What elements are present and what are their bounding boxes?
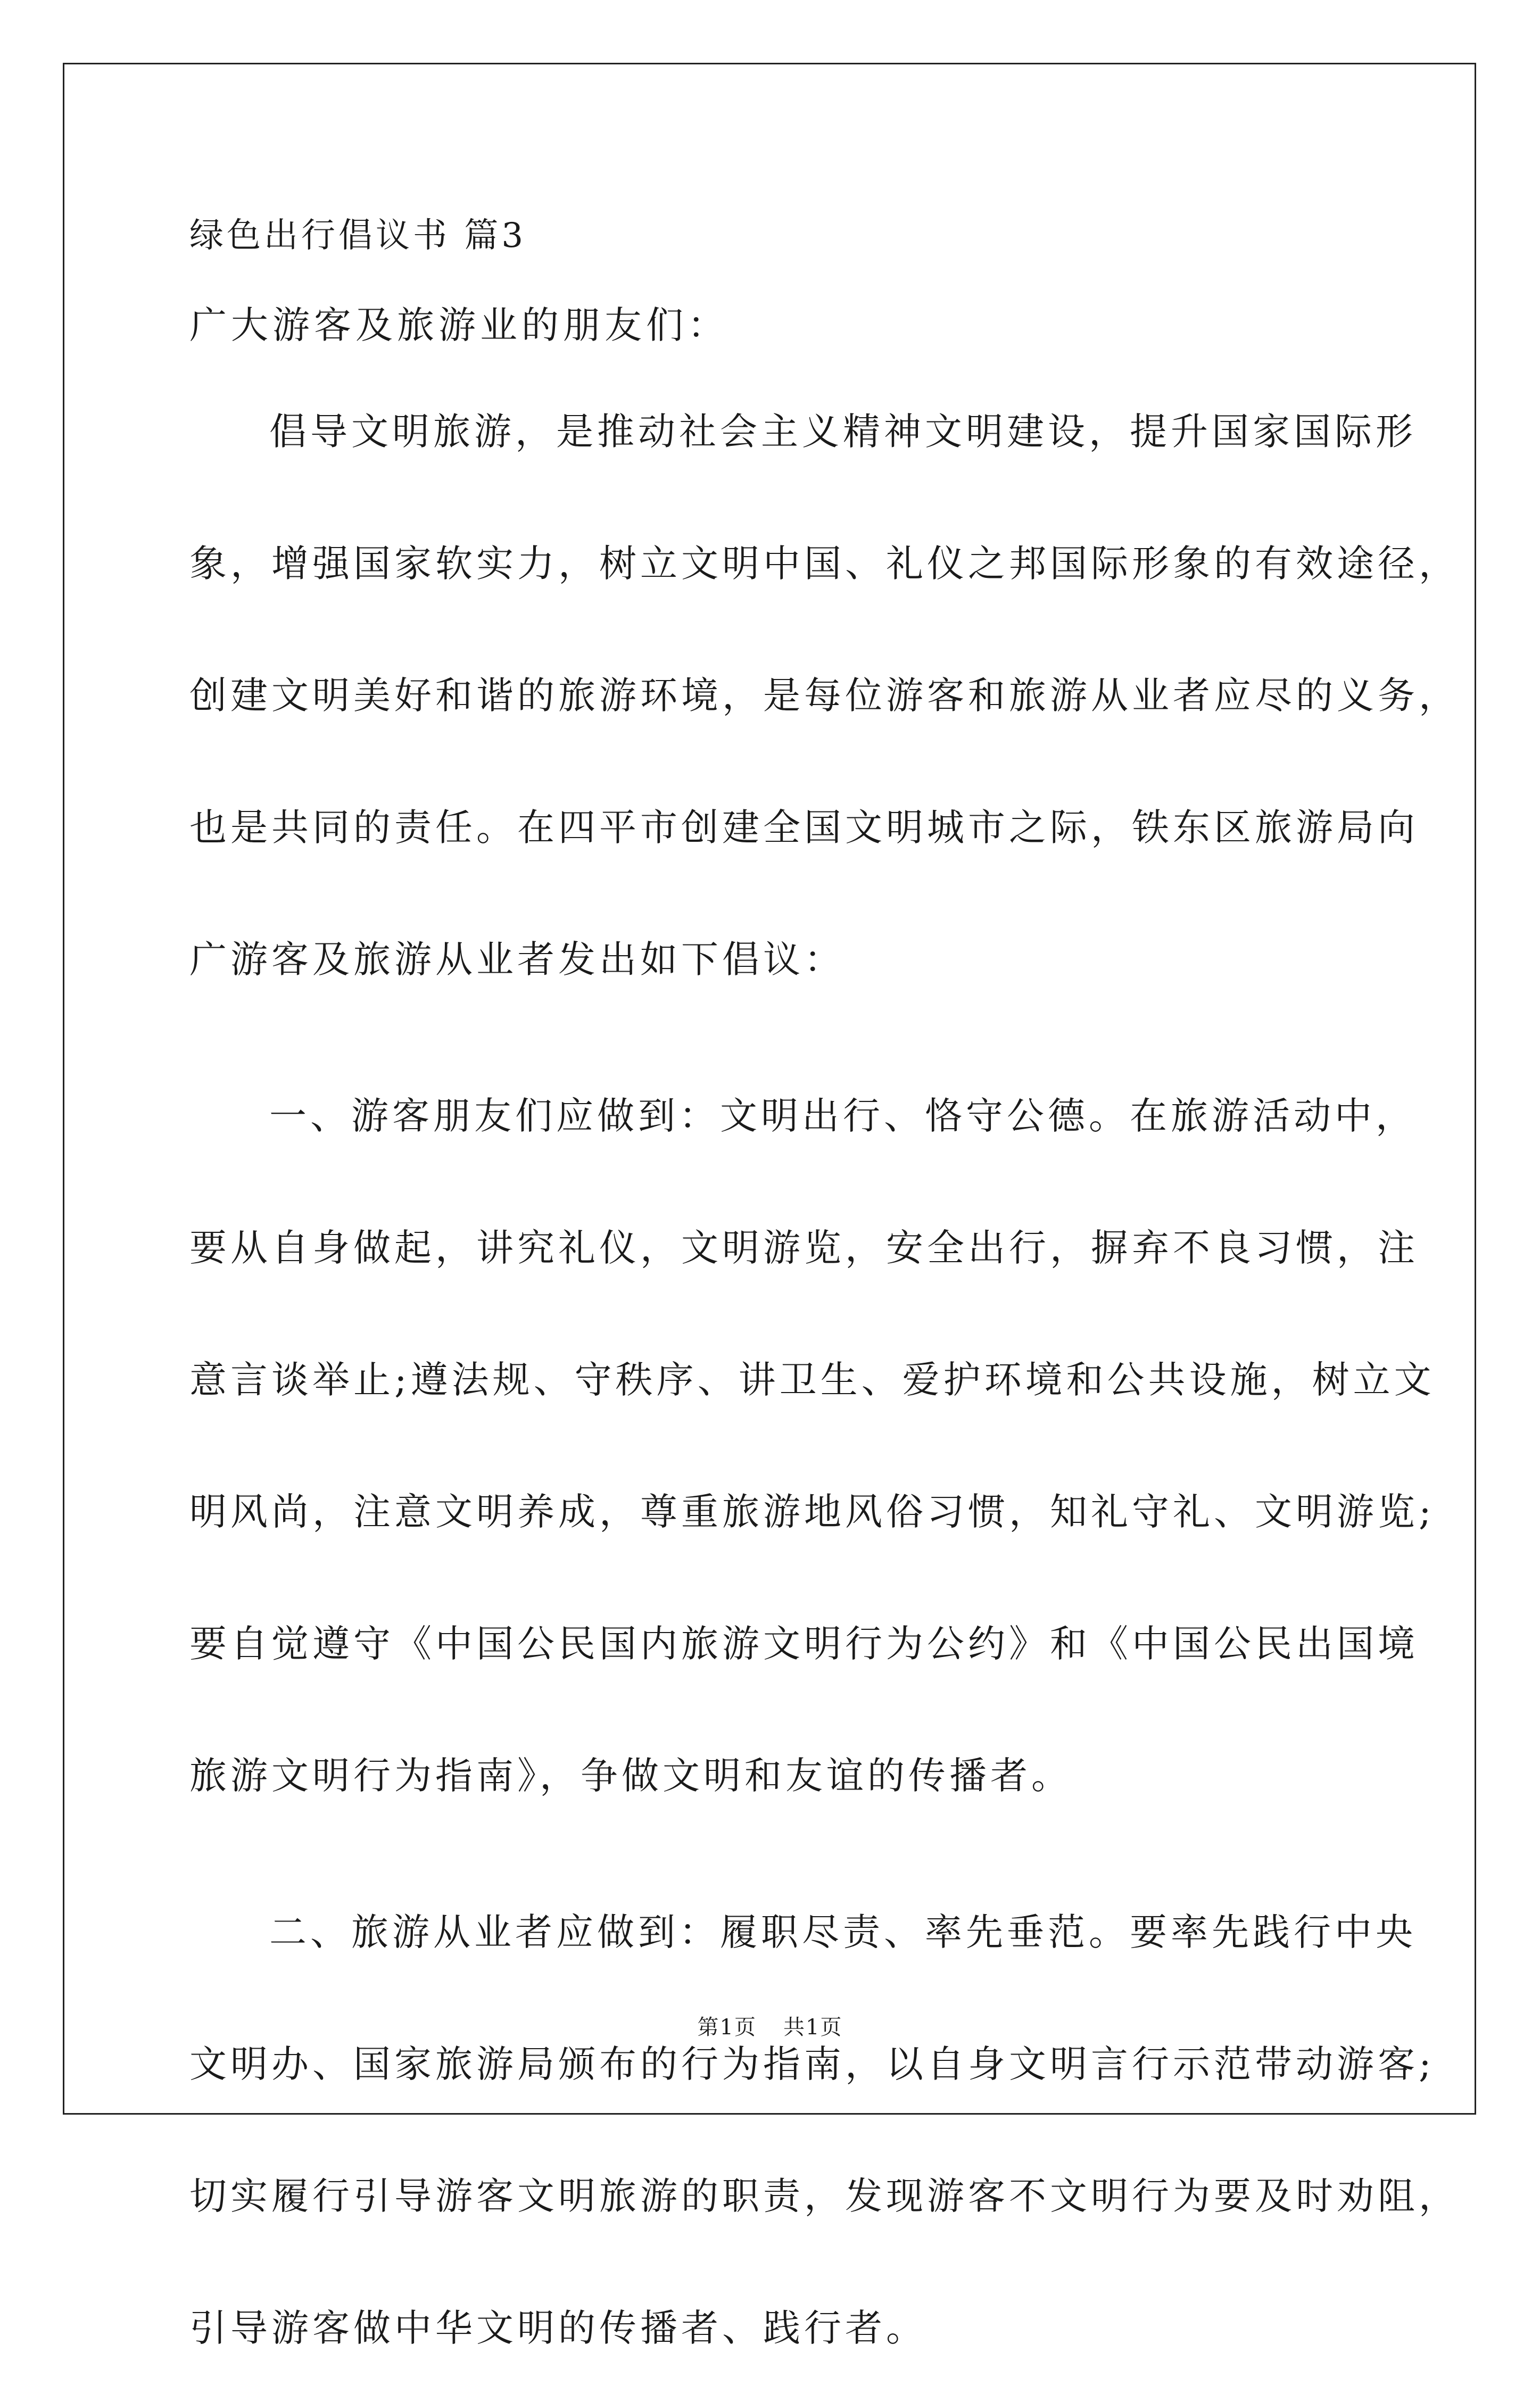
document-title: 绿色出行倡议书 篇3: [189, 216, 527, 255]
paragraph-line: 要自觉遵守《中国公民国内旅游文明行为公约》和《中国公民出国境: [189, 1622, 1419, 1666]
paragraph-line: 旅游文明行为指南》，争做文明和友谊的传播者。: [189, 1754, 1072, 1797]
document-body: [189, 210, 1460, 2394]
paragraph-line: 二、旅游从业者应做到：履职尽责、率先垂范。要率先践行中央: [269, 1910, 1417, 1954]
paragraph-line: 一、游客朋友们应做到：文明出行、恪守公德。在旅游活动中，: [269, 1094, 1417, 1138]
paragraph-line: 象，增强国家软实力，树立文明中国、礼仪之邦国际形象的有效途径，: [189, 542, 1460, 585]
paragraph-line: 文明办、国家旅游局颁布的行为指南，以自身文明言行示范带动游客;: [189, 2042, 1435, 2086]
salutation: 广大游客及旅游业的朋友们：: [189, 303, 729, 347]
paragraph-line: 明风尚，注意文明养成，尊重旅游地风俗习惯，知礼守礼、文明游览;: [189, 1490, 1435, 1534]
paragraph-list: [189, 366, 1460, 2394]
page-footer: [0, 2010, 1540, 2041]
paragraph-line: 要从自身做起，讲究礼仪，文明游览，安全出行，摒弃不良习惯，注: [189, 1226, 1419, 1270]
paragraph-line: 切实履行引导游客文明旅游的职责，发现游客不文明行为要及时劝阻，: [189, 2174, 1460, 2218]
paragraph-line: 也是共同的责任。在四平市创建全国文明城市之际，铁东区旅游局向: [189, 806, 1419, 849]
paragraph-line: 倡导文明旅游，是推动社会主义精神文明建设，提升国家国际形: [269, 410, 1417, 453]
page-number: 第1页: [697, 2015, 757, 2040]
paragraph: [189, 1866, 1460, 2394]
paragraph-line: 创建文明美好和谐的旅游环境，是每位游客和旅游从业者应尽的义务，: [189, 674, 1460, 717]
paragraph-line: 广游客及旅游从业者发出如下倡议：: [189, 938, 845, 981]
paragraph: [189, 366, 1460, 1025]
paragraph: [189, 1050, 1435, 1842]
paragraph-line: 引导游客做中华文明的传播者、践行者。: [189, 2306, 927, 2350]
paragraph-line: 意言谈举止;遵法规、守秩序、讲卫生、爱护环境和公共设施，树立文: [189, 1358, 1435, 1402]
page-total: 共1页: [783, 2015, 843, 2040]
